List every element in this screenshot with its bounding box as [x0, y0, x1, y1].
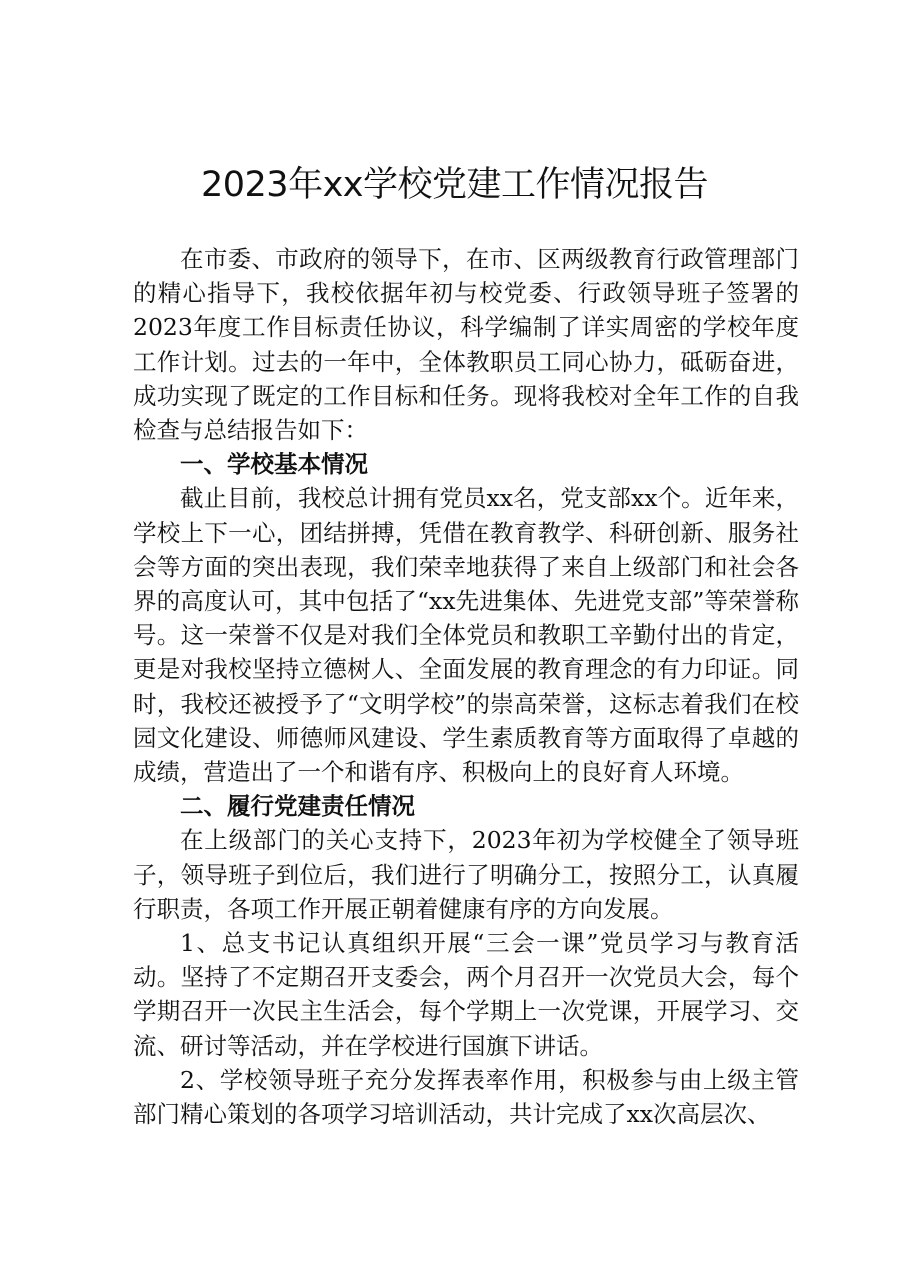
paragraph-basic-info: 截止目前，我校总计拥有党员xx名，党支部xx个。近年来，学校上下一心，团结拼搏，凭借在教育教学、科研创新、服务社会等方面的突出表现，我们荣幸地获得了来自上级部门和社会各界的高度认可，其中包括了“xx先进集体、先进党支部”等荣誉称号。这一荣誉不仅是对我们全体党员和教职工辛勤付出的肯定，更是对我校坚持立德树人、全面发展的教育理念的有力印证。同时，我校还被授予了“文明学校”的崇高荣誉，这标志着我们在校园文化建设、师德师风建设、学生素质教育等方面取得了卓越的成绩，营造出了一个和谐有序、积极向上的良好育人环境。 — [133, 484, 799, 787]
section-heading-basic-info: 一、学校基本情况 — [180, 450, 368, 479]
paragraph-intro: 在市委、市政府的领导下，在市、区两级教育行政管理部门的精心指导下，我校依据年初与校党委、行政领导班子签署的2023年度工作目标责任协议，科学编制了详实周密的学校年度工作计划。过去的一年中，全体教职员工同心协力，砥砺奋进，成功实现了既定的工作目标和任务。现将我校对全年工作的自我检查与总结报告如下： — [133, 245, 799, 445]
section-heading-party-duty: 二、履行党建责任情况 — [180, 792, 415, 821]
document-title: 2023年xx学校党建工作情况报告 — [201, 165, 708, 205]
paragraph-item-2: 2、学校领导班子充分发挥表率作用，积极参与由上级主管部门精心策划的各项学习培训活动，共计完成了xx次高层次、 — [133, 1065, 799, 1129]
paragraph-item-1: 1、总支书记认真组织开展“三会一课”党员学习与教育活动。坚持了不定期召开支委会，两个月召开一次党员大会，每个学期召开一次民主生活会，每个学期上一次党课，开展学习、交流、研讨等活动，并在学校进行国旗下讲话。 — [133, 929, 799, 1060]
document-body — [133, 242, 799, 1131]
paragraph-party-duty: 在上级部门的关心支持下，2023年初为学校健全了领导班子，领导班子到位后，我们进行了明确分工，按照分工，认真履行职责，各项工作开展正朝着健康有序的方向发展。 — [133, 826, 799, 923]
